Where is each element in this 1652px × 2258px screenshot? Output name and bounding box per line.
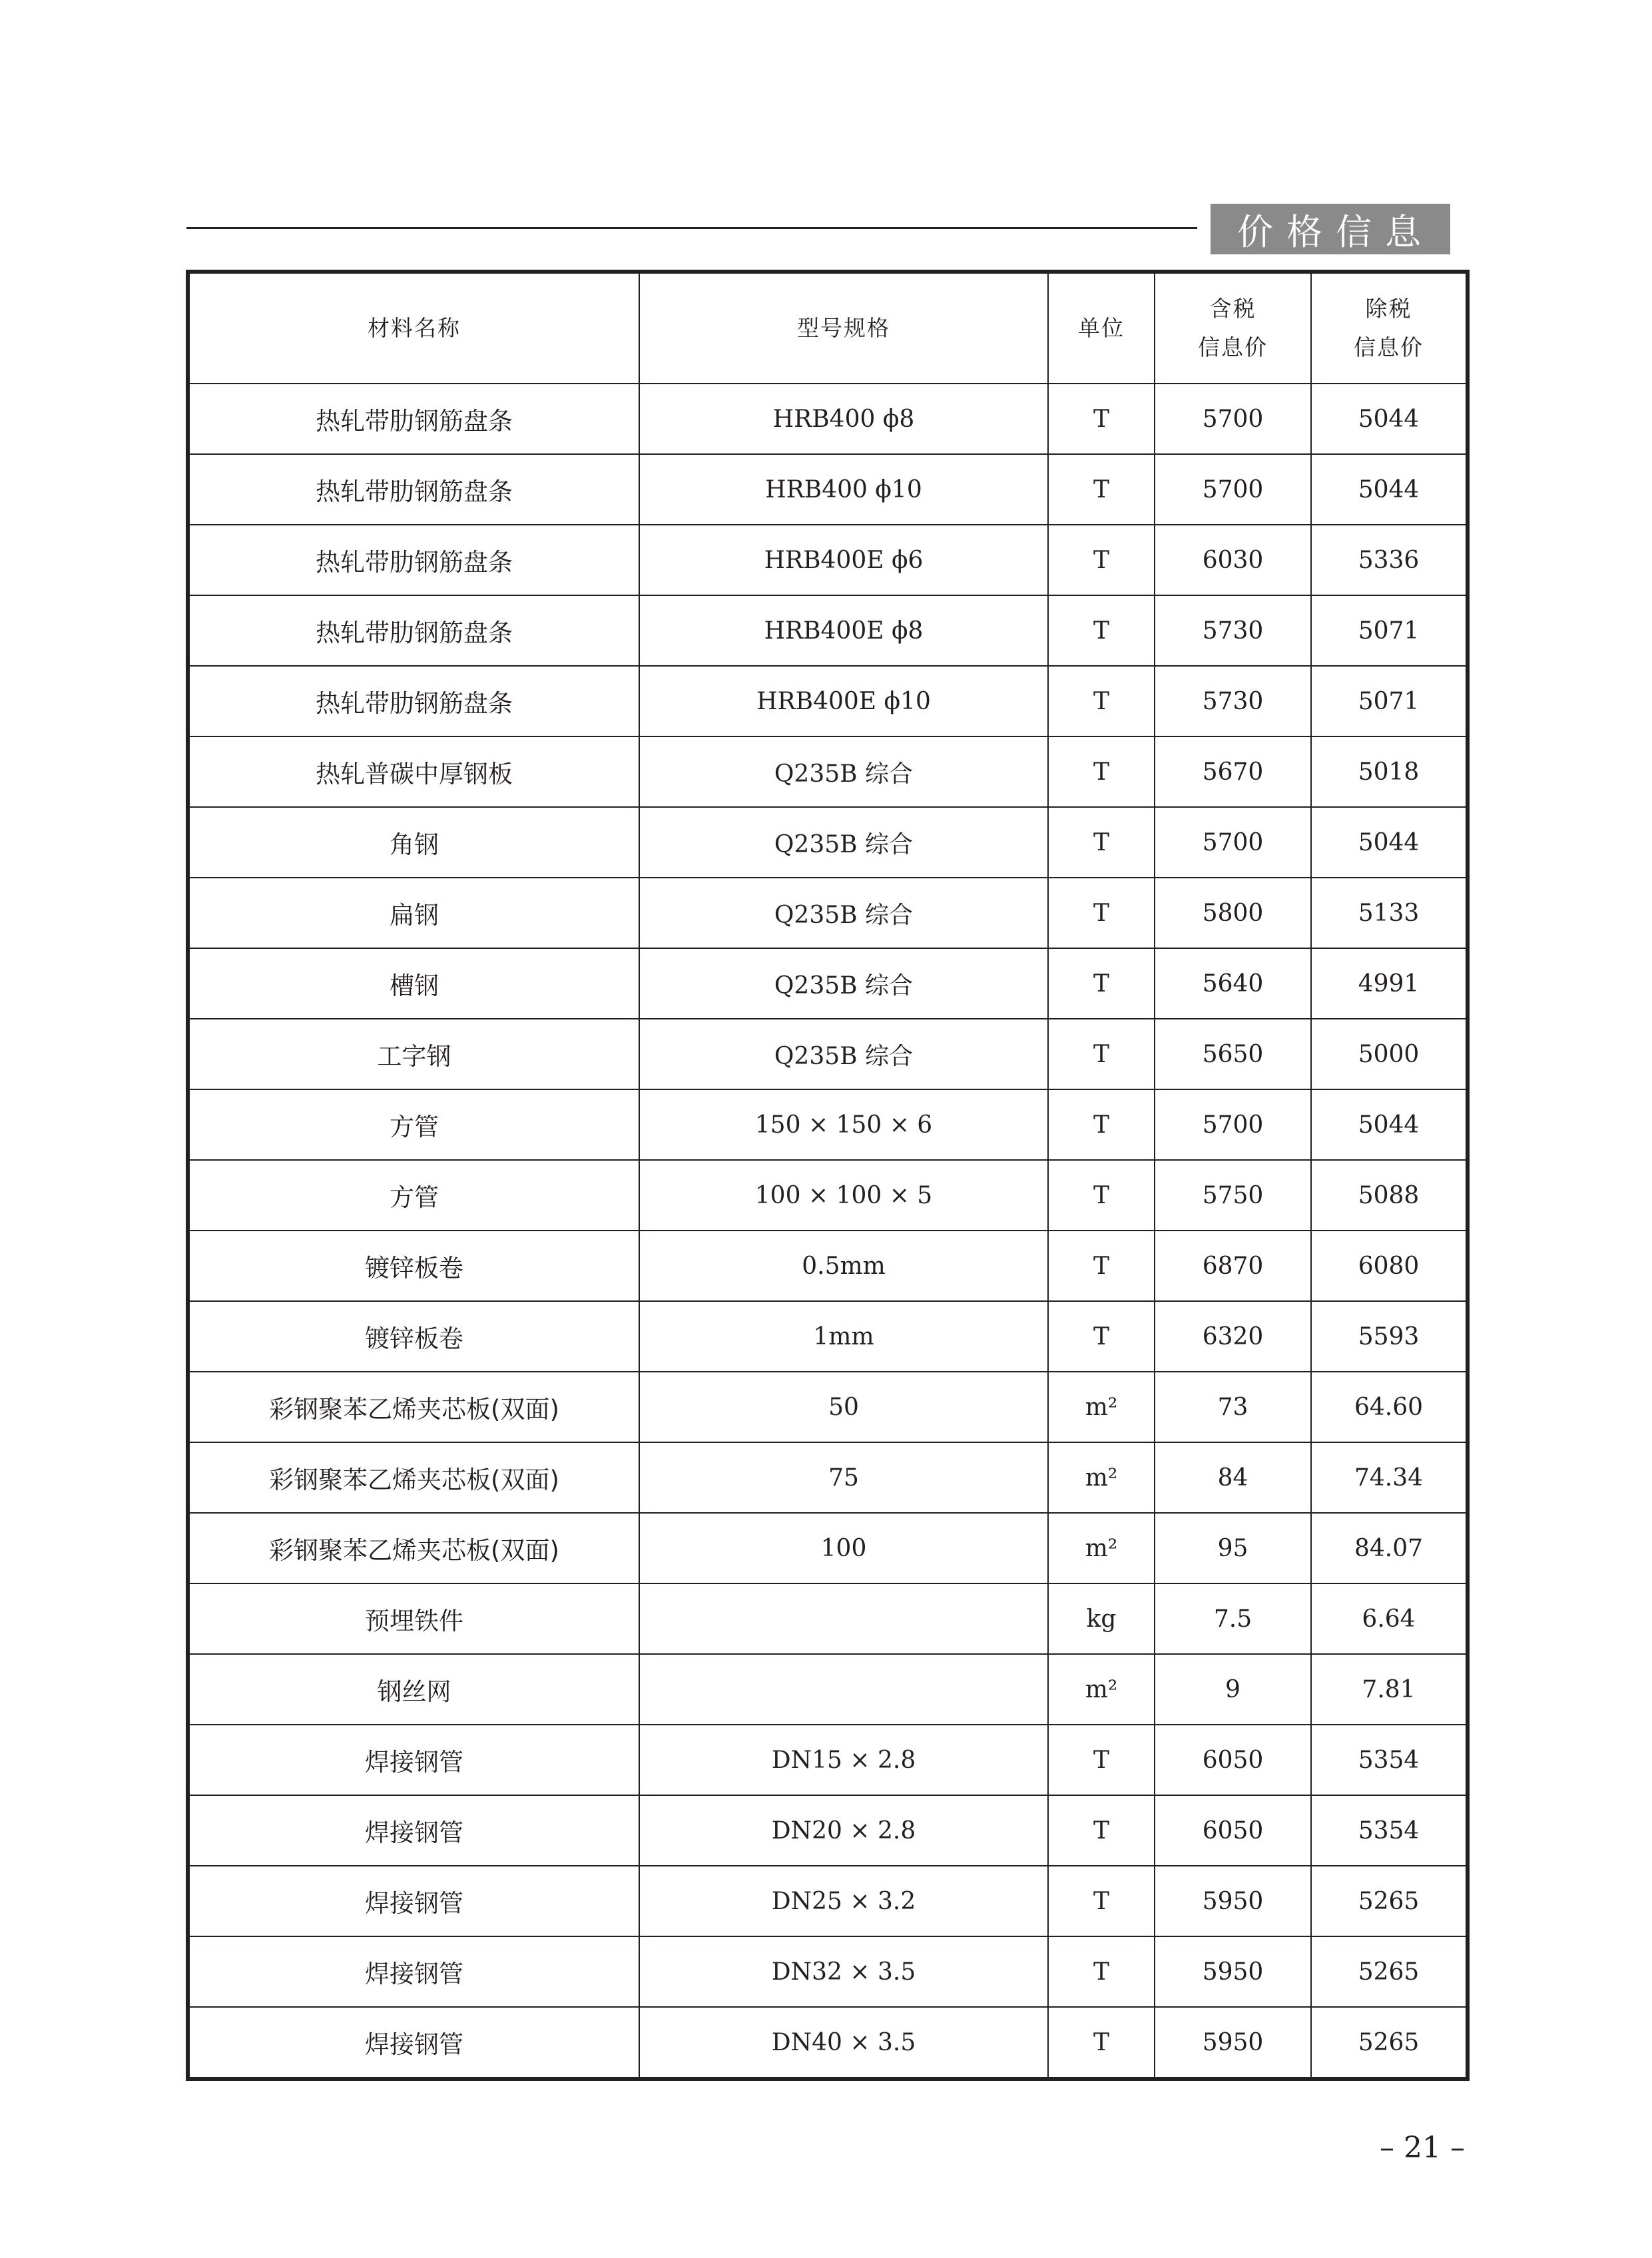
tax-inclusive-price-cell: 5950 bbox=[1155, 2007, 1311, 2079]
table-row bbox=[188, 1019, 1468, 1089]
table-row bbox=[188, 666, 1468, 736]
table-row bbox=[188, 2007, 1468, 2079]
column-header-name: 材料名称 bbox=[188, 272, 639, 384]
spec-cell: DN15 × 2.8 bbox=[639, 1725, 1048, 1795]
tax-inclusive-price-cell: 5800 bbox=[1155, 878, 1311, 948]
tax-exclusive-price-cell: 5044 bbox=[1311, 454, 1468, 525]
table-row bbox=[188, 1583, 1468, 1654]
table-row bbox=[188, 1513, 1468, 1583]
material-name-cell: 槽钢 bbox=[188, 948, 639, 1019]
column-header-spec: 型号规格 bbox=[639, 272, 1048, 384]
tax-inclusive-price-cell: 6030 bbox=[1155, 525, 1311, 595]
spec-cell: 50 bbox=[639, 1372, 1048, 1442]
tax-inclusive-price-cell: 5700 bbox=[1155, 384, 1311, 454]
tax-inclusive-price-cell: 5730 bbox=[1155, 595, 1311, 666]
unit-cell: T bbox=[1048, 807, 1155, 878]
material-name-cell: 彩钢聚苯乙烯夹芯板(双面) bbox=[188, 1442, 639, 1513]
spec-cell: 100 bbox=[639, 1513, 1048, 1583]
tax-inclusive-price-cell: 73 bbox=[1155, 1372, 1311, 1442]
tax-exclusive-price-cell: 5354 bbox=[1311, 1725, 1468, 1795]
tax-exclusive-price-cell: 7.81 bbox=[1311, 1654, 1468, 1725]
spec-cell: Q235B 综合 bbox=[639, 1019, 1048, 1089]
spec-cell: Q235B 综合 bbox=[639, 878, 1048, 948]
unit-cell: T bbox=[1048, 878, 1155, 948]
tax-inclusive-price-cell: 6870 bbox=[1155, 1231, 1311, 1301]
tax-exclusive-price-cell: 4991 bbox=[1311, 948, 1468, 1019]
spec-cell: 1mm bbox=[639, 1301, 1048, 1372]
unit-cell: T bbox=[1048, 1089, 1155, 1160]
spec-cell: Q235B 综合 bbox=[639, 948, 1048, 1019]
material-name-cell: 热轧带肋钢筋盘条 bbox=[188, 454, 639, 525]
material-name-cell: 彩钢聚苯乙烯夹芯板(双面) bbox=[188, 1513, 639, 1583]
tax-exclusive-price-cell: 5088 bbox=[1311, 1160, 1468, 1231]
tax-inclusive-price-cell: 84 bbox=[1155, 1442, 1311, 1513]
tax-exclusive-price-cell: 6.64 bbox=[1311, 1583, 1468, 1654]
spec-cell: DN40 × 3.5 bbox=[639, 2007, 1048, 2079]
table-row bbox=[188, 1160, 1468, 1231]
tax-exclusive-price-cell: 5071 bbox=[1311, 666, 1468, 736]
tax-exclusive-price-cell: 84.07 bbox=[1311, 1513, 1468, 1583]
material-name-cell: 焊接钢管 bbox=[188, 1936, 639, 2007]
table-row bbox=[188, 1301, 1468, 1372]
table-body bbox=[188, 384, 1468, 2079]
unit-cell: T bbox=[1048, 666, 1155, 736]
tax-exclusive-price-cell: 5044 bbox=[1311, 1089, 1468, 1160]
tax-inclusive-price-cell: 5700 bbox=[1155, 807, 1311, 878]
material-name-cell: 预埋铁件 bbox=[188, 1583, 639, 1654]
material-name-cell: 焊接钢管 bbox=[188, 1866, 639, 1936]
header-rule bbox=[186, 227, 1197, 229]
table-row bbox=[188, 1372, 1468, 1442]
table-row bbox=[188, 1089, 1468, 1160]
spec-cell: HRB400E ϕ10 bbox=[639, 666, 1048, 736]
tax-exclusive-price-cell: 5133 bbox=[1311, 878, 1468, 948]
page-number: – 21 – bbox=[1380, 2131, 1465, 2165]
tax-exclusive-price-cell: 5000 bbox=[1311, 1019, 1468, 1089]
tax-exclusive-price-cell: 5336 bbox=[1311, 525, 1468, 595]
unit-cell: T bbox=[1048, 1725, 1155, 1795]
tax-inclusive-price-cell: 7.5 bbox=[1155, 1583, 1311, 1654]
column-header-tax-incl: 含税 信息价 bbox=[1155, 272, 1311, 384]
tax-inclusive-price-cell: 5700 bbox=[1155, 454, 1311, 525]
unit-cell: T bbox=[1048, 384, 1155, 454]
spec-cell: HRB400E ϕ6 bbox=[639, 525, 1048, 595]
table-row bbox=[188, 948, 1468, 1019]
tax-exclusive-price-cell: 5018 bbox=[1311, 736, 1468, 807]
unit-cell: m² bbox=[1048, 1513, 1155, 1583]
spec-cell: Q235B 综合 bbox=[639, 736, 1048, 807]
table-row bbox=[188, 384, 1468, 454]
table-row bbox=[188, 736, 1468, 807]
spec-cell: HRB400 ϕ10 bbox=[639, 454, 1048, 525]
spec-cell: HRB400 ϕ8 bbox=[639, 384, 1048, 454]
tax-inclusive-price-cell: 9 bbox=[1155, 1654, 1311, 1725]
unit-cell: T bbox=[1048, 454, 1155, 525]
unit-cell: T bbox=[1048, 948, 1155, 1019]
unit-cell: T bbox=[1048, 1795, 1155, 1866]
tax-inclusive-price-cell: 95 bbox=[1155, 1513, 1311, 1583]
spec-cell bbox=[639, 1583, 1048, 1654]
unit-cell: T bbox=[1048, 1019, 1155, 1089]
material-name-cell: 彩钢聚苯乙烯夹芯板(双面) bbox=[188, 1372, 639, 1442]
table-row bbox=[188, 1654, 1468, 1725]
spec-cell: 100 × 100 × 5 bbox=[639, 1160, 1048, 1231]
tax-exclusive-price-cell: 5044 bbox=[1311, 807, 1468, 878]
tax-inclusive-price-cell: 5750 bbox=[1155, 1160, 1311, 1231]
material-name-cell: 焊接钢管 bbox=[188, 2007, 639, 2079]
material-name-cell: 镀锌板卷 bbox=[188, 1301, 639, 1372]
tax-inclusive-price-cell: 5650 bbox=[1155, 1019, 1311, 1089]
table-row bbox=[188, 1442, 1468, 1513]
spec-cell: HRB400E ϕ8 bbox=[639, 595, 1048, 666]
material-name-cell: 方管 bbox=[188, 1160, 639, 1231]
tax-inclusive-price-cell: 5640 bbox=[1155, 948, 1311, 1019]
tax-exclusive-price-cell: 5265 bbox=[1311, 1936, 1468, 2007]
tax-inclusive-price-cell: 5700 bbox=[1155, 1089, 1311, 1160]
tax-inclusive-price-cell: 5950 bbox=[1155, 1936, 1311, 2007]
price-table bbox=[186, 270, 1470, 2081]
section-title-badge: 价格信息 bbox=[1211, 204, 1450, 254]
table-row bbox=[188, 1231, 1468, 1301]
spec-cell: DN20 × 2.8 bbox=[639, 1795, 1048, 1866]
material-name-cell: 热轧带肋钢筋盘条 bbox=[188, 525, 639, 595]
tax-inclusive-price-cell: 6050 bbox=[1155, 1795, 1311, 1866]
spec-cell: DN32 × 3.5 bbox=[639, 1936, 1048, 2007]
table-row bbox=[188, 1866, 1468, 1936]
spec-cell: DN25 × 3.2 bbox=[639, 1866, 1048, 1936]
unit-cell: T bbox=[1048, 1160, 1155, 1231]
material-name-cell: 扁钢 bbox=[188, 878, 639, 948]
table-header-row bbox=[188, 272, 1468, 384]
unit-cell: T bbox=[1048, 1936, 1155, 2007]
tax-exclusive-price-cell: 6080 bbox=[1311, 1231, 1468, 1301]
spec-cell bbox=[639, 1654, 1048, 1725]
column-header-tax-excl: 除税 信息价 bbox=[1311, 272, 1468, 384]
material-name-cell: 热轧带肋钢筋盘条 bbox=[188, 666, 639, 736]
spec-cell: Q235B 综合 bbox=[639, 807, 1048, 878]
tax-exclusive-price-cell: 74.34 bbox=[1311, 1442, 1468, 1513]
spec-cell: 75 bbox=[639, 1442, 1048, 1513]
unit-cell: T bbox=[1048, 1301, 1155, 1372]
material-name-cell: 热轧带肋钢筋盘条 bbox=[188, 384, 639, 454]
tax-exclusive-price-cell: 64.60 bbox=[1311, 1372, 1468, 1442]
material-name-cell: 热轧普碳中厚钢板 bbox=[188, 736, 639, 807]
unit-cell: T bbox=[1048, 1866, 1155, 1936]
tax-exclusive-price-cell: 5071 bbox=[1311, 595, 1468, 666]
tax-exclusive-price-cell: 5593 bbox=[1311, 1301, 1468, 1372]
tax-inclusive-price-cell: 5730 bbox=[1155, 666, 1311, 736]
unit-cell: T bbox=[1048, 2007, 1155, 2079]
table-row bbox=[188, 807, 1468, 878]
unit-cell: m² bbox=[1048, 1654, 1155, 1725]
tax-exclusive-price-cell: 5265 bbox=[1311, 2007, 1468, 2079]
material-name-cell: 钢丝网 bbox=[188, 1654, 639, 1725]
tax-inclusive-price-cell: 6050 bbox=[1155, 1725, 1311, 1795]
material-name-cell: 焊接钢管 bbox=[188, 1725, 639, 1795]
unit-cell: kg bbox=[1048, 1583, 1155, 1654]
table-row bbox=[188, 454, 1468, 525]
unit-cell: T bbox=[1048, 1231, 1155, 1301]
unit-cell: m² bbox=[1048, 1442, 1155, 1513]
table-row bbox=[188, 1795, 1468, 1866]
table-row bbox=[188, 1725, 1468, 1795]
unit-cell: T bbox=[1048, 736, 1155, 807]
tax-exclusive-price-cell: 5354 bbox=[1311, 1795, 1468, 1866]
table-row bbox=[188, 878, 1468, 948]
unit-cell: T bbox=[1048, 525, 1155, 595]
material-name-cell: 热轧带肋钢筋盘条 bbox=[188, 595, 639, 666]
spec-cell: 0.5mm bbox=[639, 1231, 1048, 1301]
table-row bbox=[188, 1936, 1468, 2007]
material-name-cell: 角钢 bbox=[188, 807, 639, 878]
spec-cell: 150 × 150 × 6 bbox=[639, 1089, 1048, 1160]
column-header-unit: 单位 bbox=[1048, 272, 1155, 384]
unit-cell: T bbox=[1048, 595, 1155, 666]
table-row bbox=[188, 525, 1468, 595]
material-name-cell: 镀锌板卷 bbox=[188, 1231, 639, 1301]
tax-inclusive-price-cell: 5950 bbox=[1155, 1866, 1311, 1936]
tax-inclusive-price-cell: 5670 bbox=[1155, 736, 1311, 807]
table-row bbox=[188, 595, 1468, 666]
material-name-cell: 焊接钢管 bbox=[188, 1795, 639, 1866]
tax-exclusive-price-cell: 5044 bbox=[1311, 384, 1468, 454]
tax-inclusive-price-cell: 6320 bbox=[1155, 1301, 1311, 1372]
tax-exclusive-price-cell: 5265 bbox=[1311, 1866, 1468, 1936]
unit-cell: m² bbox=[1048, 1372, 1155, 1442]
material-name-cell: 方管 bbox=[188, 1089, 639, 1160]
material-name-cell: 工字钢 bbox=[188, 1019, 639, 1089]
